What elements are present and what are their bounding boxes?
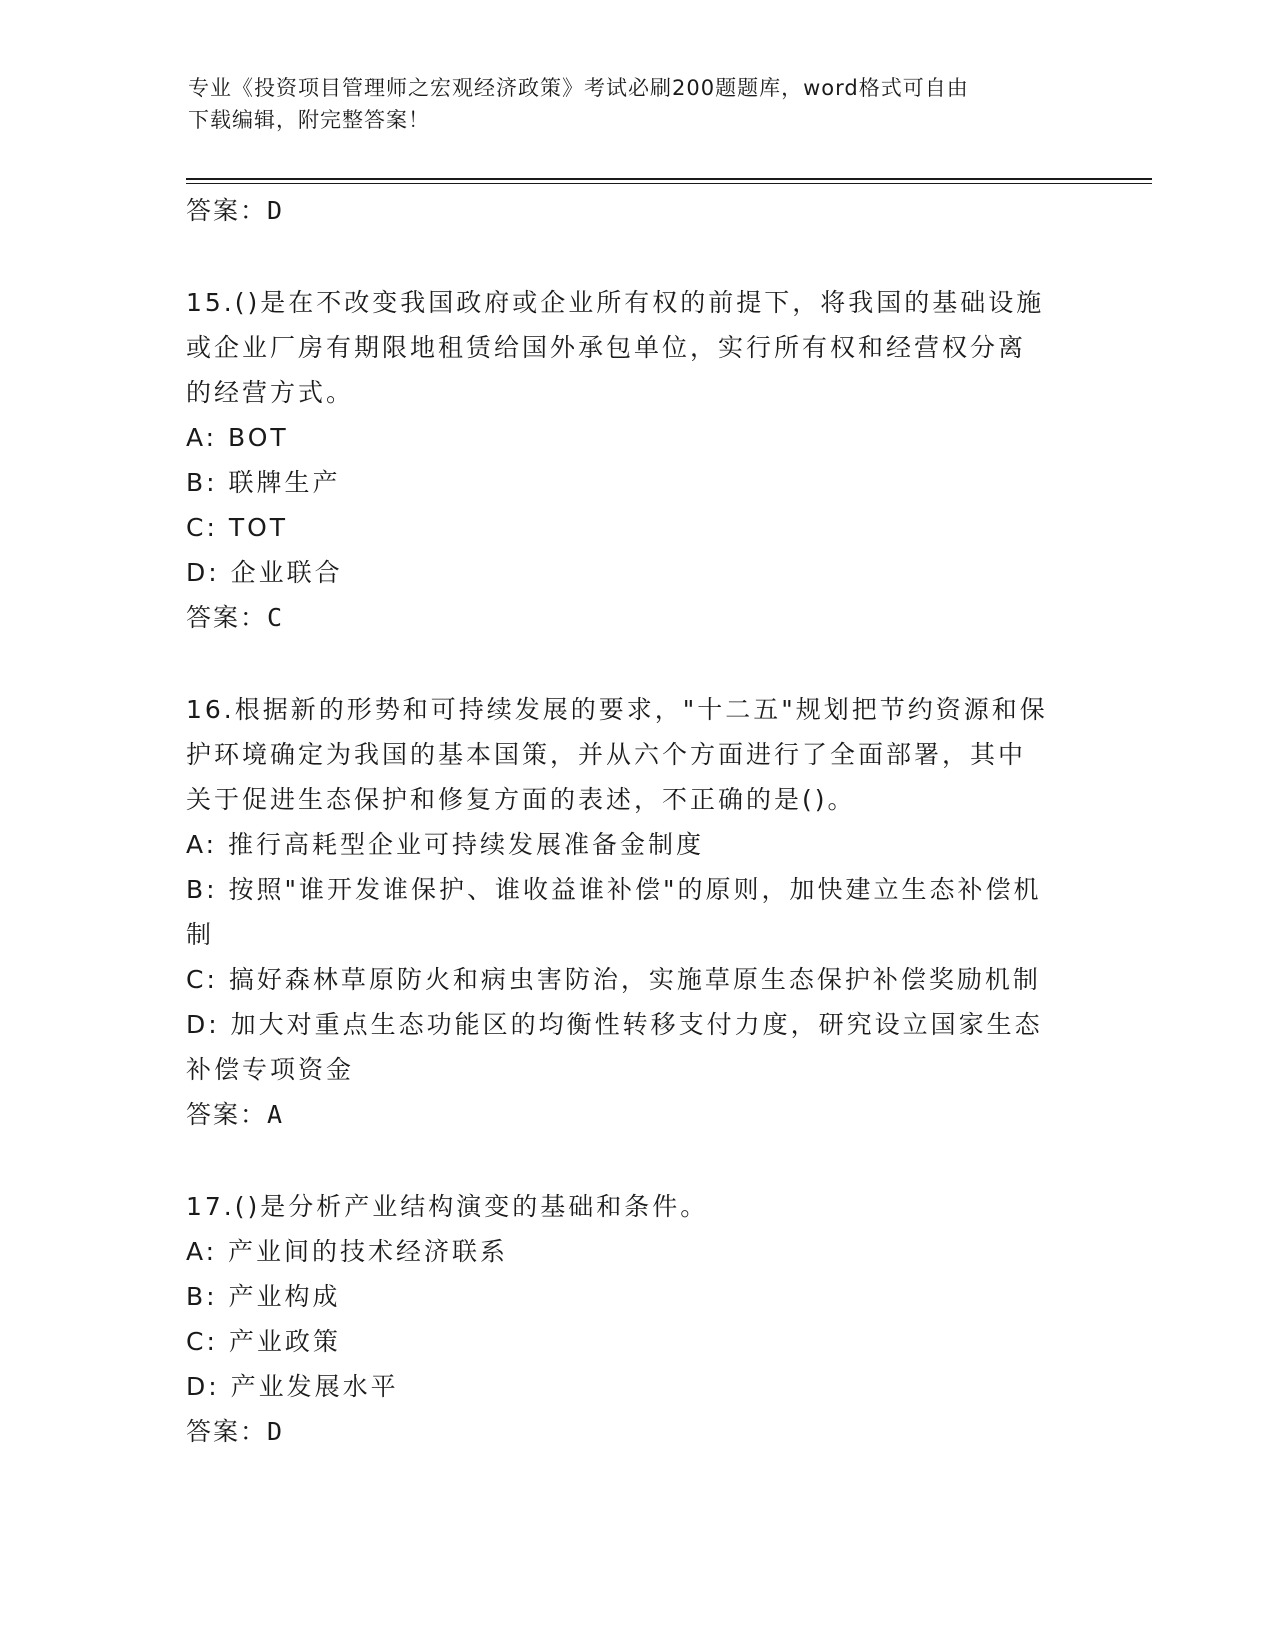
question-content [186, 188, 1086, 1454]
question-16-stem-line-1: 16.根据新的形势和可持续发展的要求，"十二五"规划把节约资源和保 [186, 695, 1048, 724]
header-divider-thick [186, 178, 1152, 180]
question-16-option-c: C: 搞好森林草原防火和病虫害防治，实施草原生态保护补偿奖励机制 [186, 965, 1041, 994]
header-line-1: 专业《投资项目管理师之宏观经济政策》考试必刷200题题库，word格式可自由 [188, 76, 969, 100]
question-17-option-c: C: 产业政策 [186, 1327, 341, 1356]
question-16-stem-line-3: 关于促进生态保护和修复方面的表述，不正确的是()。 [186, 785, 856, 814]
question-15-option-b: B: 联牌生产 [186, 468, 341, 497]
question-15-stem-line-3: 的经营方式。 [186, 378, 355, 407]
question-15-option-d: D: 企业联合 [186, 558, 343, 587]
question-16-stem-line-2: 护环境确定为我国的基本国策，并从六个方面进行了全面部署，其中 [186, 740, 1027, 769]
question-17-option-d: D: 产业发展水平 [186, 1372, 399, 1401]
question-15-option-a: A: BOT [186, 423, 289, 452]
question-16-option-b-line-2: 制 [186, 920, 215, 949]
spacer [186, 640, 1086, 687]
page-header [188, 72, 1088, 136]
answer-14: 答案：D [186, 196, 285, 225]
question-16 [186, 687, 1086, 1137]
question-15-stem-line-2: 或企业厂房有期限地租赁给国外承包单位，实行所有权和经营权分离 [186, 333, 1027, 362]
question-16-option-a: A: 推行高耗型企业可持续发展准备金制度 [186, 830, 705, 859]
question-16-option-d-line-2: 补偿专项资金 [186, 1055, 355, 1084]
spacer [186, 1137, 1086, 1184]
question-16-option-d-line-1: D: 加大对重点生态功能区的均衡性转移支付力度，研究设立国家生态 [186, 1010, 1043, 1039]
question-15 [186, 280, 1086, 640]
spacer [186, 233, 1086, 280]
question-17-option-a: A: 产业间的技术经济联系 [186, 1237, 509, 1266]
question-17-answer: 答案：D [186, 1417, 285, 1446]
question-17-stem-line-1: 17.()是分析产业结构演变的基础和条件。 [186, 1192, 709, 1221]
question-15-option-c: C: TOT [186, 513, 289, 542]
question-16-answer: 答案：A [186, 1100, 285, 1129]
header-line-2: 下载编辑，附完整答案！ [188, 108, 430, 132]
question-15-stem-line-1: 15.()是在不改变我国政府或企业所有权的前提下，将我国的基础设施 [186, 288, 1045, 317]
question-16-option-b-line-1: B: 按照"谁开发谁保护、谁收益谁补偿"的原则，加快建立生态补偿机 [186, 875, 1042, 904]
question-15-answer: 答案：C [186, 603, 285, 632]
question-17-option-b: B: 产业构成 [186, 1282, 341, 1311]
question-17 [186, 1184, 1086, 1454]
header-divider-thin [186, 183, 1152, 184]
